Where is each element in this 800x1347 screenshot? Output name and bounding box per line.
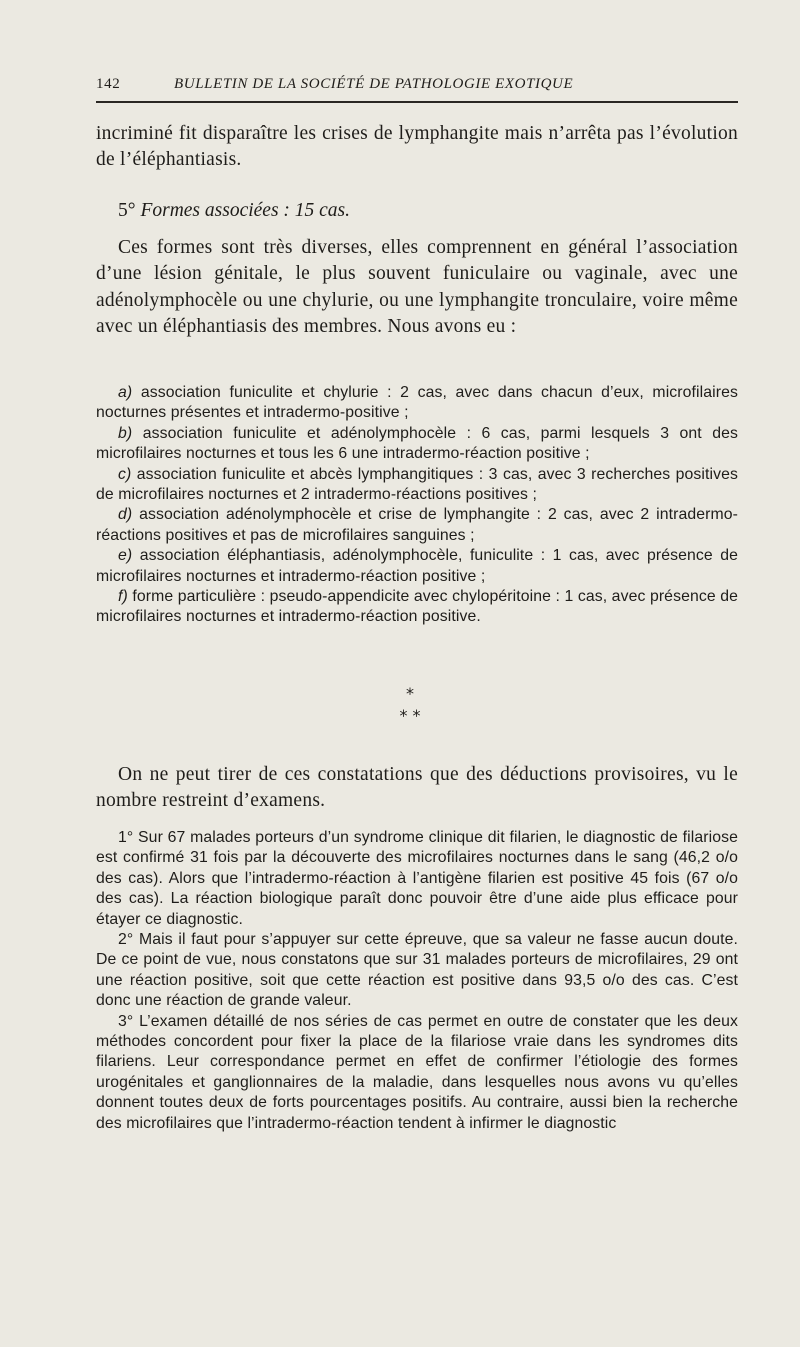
list-item bbox=[96, 465, 738, 506]
list-item bbox=[96, 424, 738, 465]
intro-paragraph-block bbox=[96, 121, 738, 174]
asterism: * * * bbox=[399, 684, 421, 725]
section-heading bbox=[118, 200, 738, 222]
conclusion-paragraph: On ne peut tirer de ces constatations que des déductions provisoires, vu le nombre restreint d’examens. bbox=[96, 764, 738, 812]
intro-paragraph: incriminé fit disparaître les crises de lymphangite mais n’arrêta pas l’évolution de l’éléphantiasis. bbox=[96, 123, 738, 171]
list-item bbox=[96, 383, 738, 424]
header-rule bbox=[96, 101, 738, 103]
item-text: association adénolymphocèle et crise de lymphangite : 2 cas, avec 2 intradermo-réactions positives et pas de microfilaires sanguines ; bbox=[96, 506, 738, 544]
item-label: d) bbox=[118, 506, 133, 524]
item-label: c) bbox=[118, 465, 132, 483]
section-title: Formes associées : 15 cas. bbox=[140, 200, 351, 221]
item-text: association éléphantiasis, adénolymphocèle, funiculite : 1 cas, avec présence de microfilaires nocturnes et intradermo-réaction positive ; bbox=[96, 547, 738, 585]
item-text: association funiculite et chylurie : 2 cas, avec dans chacun d’eux, microfilaires nocturnes présentes et intradermo-positive ; bbox=[96, 384, 738, 422]
item-text: L’examen détaillé de nos séries de cas permet en outre de constater que les deux méthodes concordent pour fixer la place de la filariose vraie dans les syndromes dits filariens. Leur correspondance permet en effet de confirmer l’étiologie des formes urogénitales et ganglionnaires de la maladie, dans lesquelles nous avons vu qu’elles donnent toutes deux de forts pourcentages positifs. Au contraire, aussi bien la recherche des microfilaires que l’intradermo-réaction tendent à infirmer le diagnostic bbox=[96, 1012, 738, 1132]
journal-title: BULLETIN DE LA SOCIÉTÉ DE PATHOLOGIE EXOTIQUE bbox=[174, 76, 574, 92]
item-text: Sur 67 malades porteurs d’un syndrome clinique dit filarien, le diagnostic de filariose est confirmé 31 fois par la découverte des microfilaires nocturnes dans le sang (46,2 o/o des cas). Alors que l’intradermo-réaction à l’antigène filarien est positive 45 fois (67 o/o des cas). La réaction biologique paraît donc pouvoir être d’une aide plus efficace pour étayer ce diagnostic. bbox=[96, 829, 738, 928]
section-paragraph: Ces formes sont très diverses, elles comprennent en général l’association d’une lésion génitale, le plus souvent funiculaire ou vaginale, avec une adénolymphocèle ou une chylurie, ou une lymphangite tronculaire, voire même avec un éléphantiasis des membres. Nous avons eu : bbox=[96, 237, 738, 338]
section-paragraph-block bbox=[96, 235, 738, 341]
list-item bbox=[96, 587, 738, 628]
item-label: 3° bbox=[118, 1012, 134, 1030]
item-label: 1° bbox=[118, 829, 134, 846]
item-label: e) bbox=[118, 547, 133, 565]
item-label: f) bbox=[118, 588, 128, 606]
item-text: Mais il faut pour s’appuyer sur cette épreuve, que sa valeur ne fasse aucun doute. De ce point de vue, nous constatons que sur 31 malades porteurs de microfilaires, 29 ont une réaction positive, soit que cette réaction est positive dans 93,5 o/o des cas. C’est donc une réaction de grande valeur. bbox=[96, 931, 738, 1010]
item-text: association funiculite et adénolymphocèle : 6 cas, parmi lesquels 3 ont des microfilaires nocturnes et tous les 6 une intradermo-réaction positive ; bbox=[96, 424, 738, 463]
list-item bbox=[96, 828, 738, 930]
cases-list bbox=[96, 383, 738, 628]
item-label: a) bbox=[118, 384, 133, 401]
conclusion-paragraph-block bbox=[96, 762, 738, 815]
item-text: forme particulière : pseudo-appendicite avec chylopéritoine : 1 cas, avec présence de microfilaires nocturnes et intradermo-réaction positive. bbox=[96, 588, 738, 626]
list-item bbox=[96, 1012, 738, 1134]
list-item bbox=[96, 930, 738, 1012]
list-item bbox=[96, 546, 738, 587]
item-label: b) bbox=[118, 424, 133, 442]
points-list bbox=[96, 828, 738, 1134]
section-number: 5° bbox=[118, 200, 136, 221]
item-text: association funiculite et abcès lymphangitiques : 3 cas, avec 3 recherches positives de microfilaires nocturnes et 2 intradermo-réactions positives ; bbox=[96, 465, 738, 504]
list-item bbox=[96, 505, 738, 546]
page-number: 142 bbox=[96, 76, 121, 92]
section-separator bbox=[380, 683, 440, 733]
item-label: 2° bbox=[118, 931, 134, 949]
